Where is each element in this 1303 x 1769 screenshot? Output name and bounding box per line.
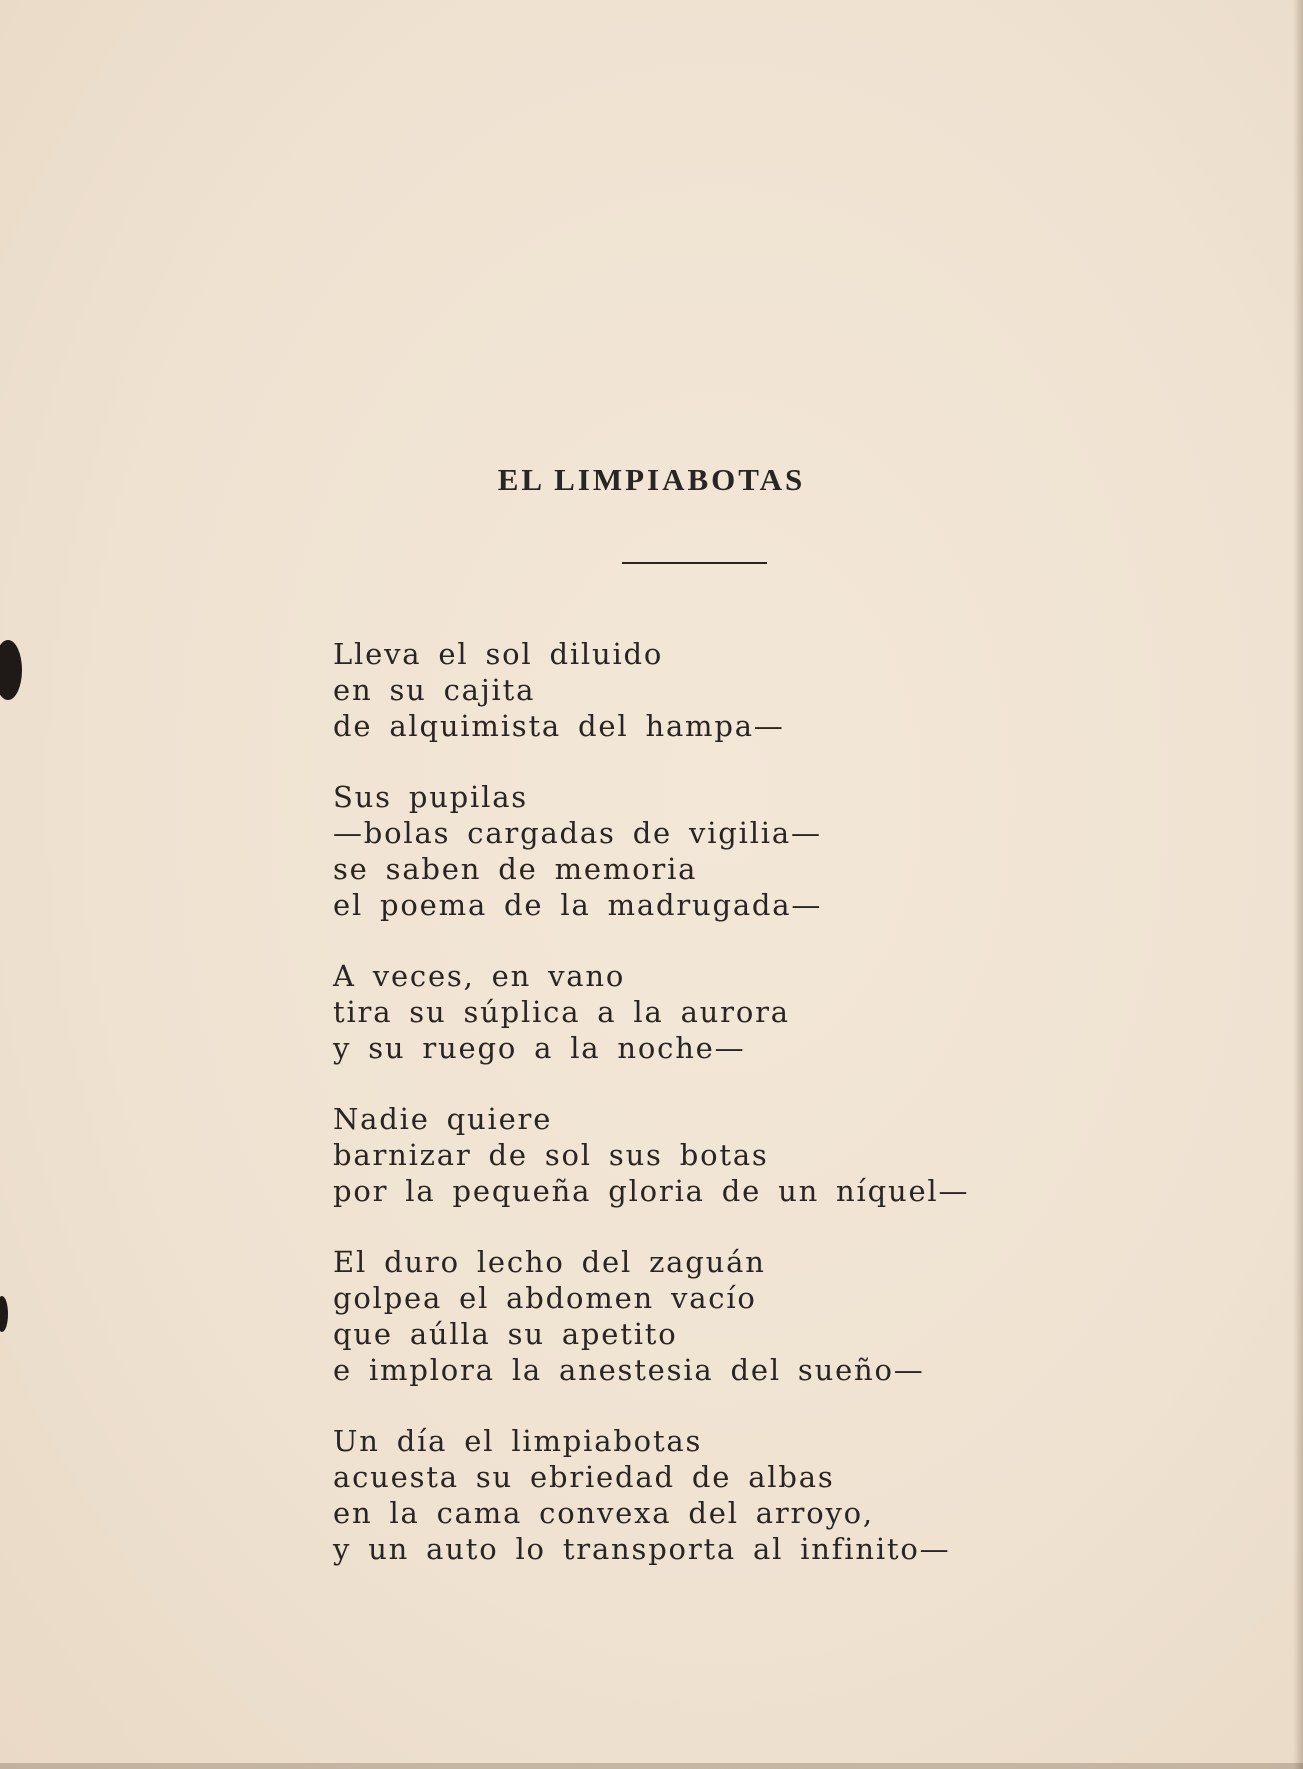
poem-line: el poema de la madrugada— (333, 888, 823, 922)
poem-line: Sus pupilas (333, 780, 528, 814)
poem-line: en la cama convexa del arroyo, (333, 1496, 874, 1530)
poem-line: e implora la anestesia del sueño— (333, 1353, 925, 1387)
poem-line: tira su súplica a la aurora (333, 995, 790, 1029)
poem-body (333, 636, 1233, 1602)
page-bottom-edge (0, 1763, 1303, 1769)
page-edge-shadow (1293, 0, 1303, 1769)
poem-line: —bolas cargadas de vigilia— (333, 816, 822, 850)
poem-line: y su ruego a la noche— (333, 1031, 746, 1065)
poem-line: que aúlla su apetito (333, 1317, 678, 1351)
poem-line: A veces, en vano (333, 959, 626, 993)
poem-line: en su cajita (333, 673, 536, 707)
poem-line: acuesta su ebriedad de albas (333, 1460, 835, 1494)
stanza (333, 1101, 1233, 1209)
poem-line: El duro lecho del zaguán (333, 1245, 766, 1279)
poem-line: Nadie quiere (333, 1102, 553, 1136)
title-divider (622, 562, 767, 564)
poem-line: golpea el abdomen vacío (333, 1281, 757, 1315)
binding-hole (0, 1296, 8, 1332)
stanza (333, 1423, 1233, 1567)
poem-line: por la pequeña gloria de un níquel— (333, 1174, 970, 1208)
binding-hole (0, 640, 22, 700)
poem-line: y un auto lo transporta al infinito— (333, 1532, 951, 1566)
poem-line: se saben de memoria (333, 852, 698, 886)
poem-line: Un día el limpiabotas (333, 1424, 703, 1458)
poem-line: Lleva el sol diluido (333, 637, 664, 671)
poem-line: barnizar de sol sus botas (333, 1138, 769, 1172)
poem-title: EL LIMPIABOTAS (497, 462, 806, 497)
stanza (333, 636, 1233, 744)
poem-line: de alquimista del hampa— (333, 709, 785, 743)
stanza (333, 779, 1233, 923)
stanza (333, 1244, 1233, 1388)
stanza (333, 958, 1233, 1066)
